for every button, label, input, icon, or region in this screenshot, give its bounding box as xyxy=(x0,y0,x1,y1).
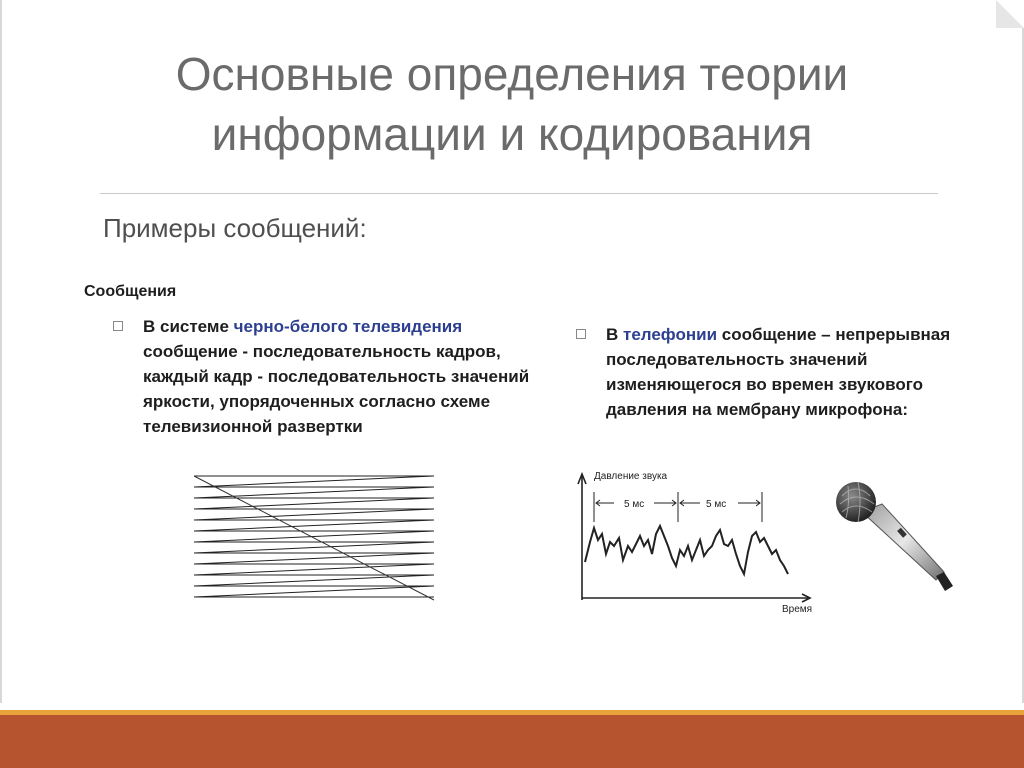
title-divider xyxy=(100,193,938,194)
bullet-television-prefix: В системе xyxy=(143,317,234,336)
microphone-icon xyxy=(832,476,957,601)
tv-raster-scan-diagram xyxy=(190,472,440,604)
bullet-television-text: сообщение - последовательность кадров, каждый кадр - последовательность значений яркости, упорядоченных согласно схеме телевизионной развертки xyxy=(143,342,530,436)
sound-waveform xyxy=(585,526,788,574)
page-fold-corner xyxy=(996,0,1024,28)
slide-title xyxy=(0,44,1024,164)
bullet-square-icon xyxy=(113,321,123,331)
bullet-telephony-prefix: В xyxy=(606,325,623,344)
raster-lines xyxy=(194,476,434,600)
wave-ylabel: Давление звука xyxy=(594,471,668,482)
interval-label-2: 5 мс xyxy=(706,499,727,510)
bullet-telephony-highlight: телефонии xyxy=(623,325,718,344)
bullet-television-highlight: черно-белого телевидения xyxy=(233,317,463,336)
footer-bar xyxy=(0,715,1024,768)
slide-title-line1: Основные определения теории xyxy=(175,48,849,100)
bullet-square-icon xyxy=(576,329,586,339)
bullet-telephony xyxy=(606,322,966,422)
slide-subtitle: Примеры сообщений: xyxy=(103,213,367,243)
interval-markers xyxy=(594,492,762,522)
sound-pressure-diagram xyxy=(572,462,822,616)
wave-xlabel: Время xyxy=(782,604,813,615)
bullet-television xyxy=(143,314,543,439)
slide-title-line2: информации и кодирования xyxy=(211,108,813,160)
footer-spacer xyxy=(0,703,1024,710)
bullet-telephony-text: сообщение – непрерывная последовательность значений изменяющегося во времен звукового давления на мембрану микрофона: xyxy=(606,325,951,419)
interval-label-1: 5 мс xyxy=(624,499,645,510)
messages-heading: Сообщения xyxy=(84,283,177,300)
